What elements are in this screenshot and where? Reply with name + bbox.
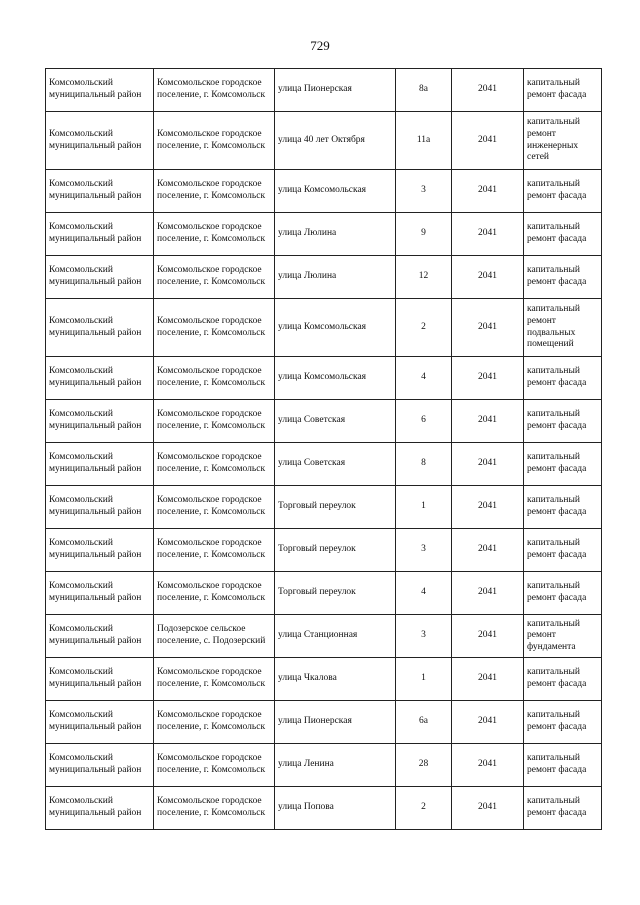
- work-type-cell: капитальный ремонт фасада: [524, 69, 602, 112]
- settlement-cell: Комсомольское городское поселение, г. Комсомольск: [154, 787, 275, 830]
- table-row: [46, 787, 602, 830]
- settlement-cell: Комсомольское городское поселение, г. Комсомольск: [154, 400, 275, 443]
- table-row: [46, 744, 602, 787]
- street-cell: улица Пионерская: [275, 69, 396, 112]
- table-row: [46, 299, 602, 357]
- street-cell: улица 40 лет Октября: [275, 112, 396, 170]
- table-row: [46, 486, 602, 529]
- district-cell: Комсомольский муниципальный район: [46, 486, 154, 529]
- district-cell: Комсомольский муниципальный район: [46, 443, 154, 486]
- district-cell: Комсомольский муниципальный район: [46, 701, 154, 744]
- settlement-cell: Комсомольское городское поселение, г. Комсомольск: [154, 69, 275, 112]
- street-cell: Торговый переулок: [275, 572, 396, 615]
- table-row: [46, 256, 602, 299]
- table-row: [46, 170, 602, 213]
- district-cell: Комсомольский муниципальный район: [46, 400, 154, 443]
- work-type-cell: капитальный ремонт фундамента: [524, 615, 602, 658]
- table-row: [46, 529, 602, 572]
- work-type-cell: капитальный ремонт фасада: [524, 213, 602, 256]
- street-cell: улица Станционная: [275, 615, 396, 658]
- house-number-cell: 3: [396, 529, 452, 572]
- house-number-cell: 1: [396, 658, 452, 701]
- district-cell: Комсомольский муниципальный район: [46, 299, 154, 357]
- street-cell: улица Попова: [275, 787, 396, 830]
- table-row: [46, 658, 602, 701]
- work-type-cell: капитальный ремонт фасада: [524, 170, 602, 213]
- year-cell: 2041: [452, 400, 524, 443]
- settlement-cell: Комсомольское городское поселение, г. Комсомольск: [154, 112, 275, 170]
- house-number-cell: 6а: [396, 701, 452, 744]
- table-row: [46, 357, 602, 400]
- work-type-cell: капитальный ремонт фасада: [524, 443, 602, 486]
- district-cell: Комсомольский муниципальный район: [46, 213, 154, 256]
- work-type-cell: капитальный ремонт фасада: [524, 256, 602, 299]
- table-row: [46, 400, 602, 443]
- settlement-cell: Комсомольское городское поселение, г. Комсомольск: [154, 256, 275, 299]
- street-cell: улица Люлина: [275, 256, 396, 299]
- house-number-cell: 3: [396, 615, 452, 658]
- work-type-cell: капитальный ремонт инженерных сетей: [524, 112, 602, 170]
- year-cell: 2041: [452, 572, 524, 615]
- settlement-cell: Комсомольское городское поселение, г. Комсомольск: [154, 744, 275, 787]
- district-cell: Комсомольский муниципальный район: [46, 529, 154, 572]
- table-row: [46, 572, 602, 615]
- year-cell: 2041: [452, 170, 524, 213]
- district-cell: Комсомольский муниципальный район: [46, 69, 154, 112]
- housing-repair-table: [45, 68, 602, 830]
- settlement-cell: Комсомольское городское поселение, г. Комсомольск: [154, 572, 275, 615]
- street-cell: Торговый переулок: [275, 486, 396, 529]
- house-number-cell: 28: [396, 744, 452, 787]
- year-cell: 2041: [452, 213, 524, 256]
- district-cell: Комсомольский муниципальный район: [46, 572, 154, 615]
- street-cell: улица Советская: [275, 443, 396, 486]
- settlement-cell: Комсомольское городское поселение, г. Комсомольск: [154, 213, 275, 256]
- district-cell: Комсомольский муниципальный район: [46, 357, 154, 400]
- work-type-cell: капитальный ремонт фасада: [524, 357, 602, 400]
- year-cell: 2041: [452, 529, 524, 572]
- year-cell: 2041: [452, 486, 524, 529]
- settlement-cell: Комсомольское городское поселение, г. Комсомольск: [154, 170, 275, 213]
- table-row: [46, 69, 602, 112]
- year-cell: 2041: [452, 299, 524, 357]
- street-cell: улица Чкалова: [275, 658, 396, 701]
- settlement-cell: Комсомольское городское поселение, г. Комсомольск: [154, 443, 275, 486]
- house-number-cell: 1: [396, 486, 452, 529]
- year-cell: 2041: [452, 69, 524, 112]
- settlement-cell: Комсомольское городское поселение, г. Комсомольск: [154, 357, 275, 400]
- work-type-cell: капитальный ремонт фасада: [524, 787, 602, 830]
- year-cell: 2041: [452, 787, 524, 830]
- house-number-cell: 6: [396, 400, 452, 443]
- work-type-cell: капитальный ремонт фасада: [524, 658, 602, 701]
- district-cell: Комсомольский муниципальный район: [46, 112, 154, 170]
- house-number-cell: 8: [396, 443, 452, 486]
- street-cell: Торговый переулок: [275, 529, 396, 572]
- settlement-cell: Комсомольское городское поселение, г. Комсомольск: [154, 701, 275, 744]
- settlement-cell: Комсомольское городское поселение, г. Комсомольск: [154, 658, 275, 701]
- house-number-cell: 12: [396, 256, 452, 299]
- year-cell: 2041: [452, 744, 524, 787]
- street-cell: улица Пионерская: [275, 701, 396, 744]
- house-number-cell: 2: [396, 787, 452, 830]
- table-row: [46, 112, 602, 170]
- work-type-cell: капитальный ремонт фасада: [524, 486, 602, 529]
- street-cell: улица Комсомольская: [275, 299, 396, 357]
- house-number-cell: 3: [396, 170, 452, 213]
- district-cell: Комсомольский муниципальный район: [46, 744, 154, 787]
- table-row: [46, 443, 602, 486]
- work-type-cell: капитальный ремонт подвальных помещений: [524, 299, 602, 357]
- house-number-cell: 4: [396, 572, 452, 615]
- page-number: 729: [310, 38, 330, 53]
- table-row: [46, 615, 602, 658]
- district-cell: Комсомольский муниципальный район: [46, 256, 154, 299]
- settlement-cell: Подозерское сельское поселение, с. Подозерский: [154, 615, 275, 658]
- house-number-cell: 11а: [396, 112, 452, 170]
- street-cell: улица Советская: [275, 400, 396, 443]
- district-cell: Комсомольский муниципальный район: [46, 658, 154, 701]
- year-cell: 2041: [452, 112, 524, 170]
- table-body: [46, 69, 602, 830]
- house-number-cell: 9: [396, 213, 452, 256]
- work-type-cell: капитальный ремонт фасада: [524, 529, 602, 572]
- year-cell: 2041: [452, 256, 524, 299]
- house-number-cell: 2: [396, 299, 452, 357]
- table-row: [46, 213, 602, 256]
- district-cell: Комсомольский муниципальный район: [46, 787, 154, 830]
- house-number-cell: 8а: [396, 69, 452, 112]
- street-cell: улица Ленина: [275, 744, 396, 787]
- street-cell: улица Комсомольская: [275, 170, 396, 213]
- district-cell: Комсомольский муниципальный район: [46, 170, 154, 213]
- street-cell: улица Комсомольская: [275, 357, 396, 400]
- settlement-cell: Комсомольское городское поселение, г. Комсомольск: [154, 486, 275, 529]
- settlement-cell: Комсомольское городское поселение, г. Комсомольск: [154, 529, 275, 572]
- work-type-cell: капитальный ремонт фасада: [524, 400, 602, 443]
- work-type-cell: капитальный ремонт фасада: [524, 572, 602, 615]
- street-cell: улица Люлина: [275, 213, 396, 256]
- year-cell: 2041: [452, 658, 524, 701]
- year-cell: 2041: [452, 357, 524, 400]
- year-cell: 2041: [452, 701, 524, 744]
- year-cell: 2041: [452, 615, 524, 658]
- year-cell: 2041: [452, 443, 524, 486]
- table-row: [46, 701, 602, 744]
- work-type-cell: капитальный ремонт фасада: [524, 701, 602, 744]
- district-cell: Комсомольский муниципальный район: [46, 615, 154, 658]
- work-type-cell: капитальный ремонт фасада: [524, 744, 602, 787]
- settlement-cell: Комсомольское городское поселение, г. Комсомольск: [154, 299, 275, 357]
- house-number-cell: 4: [396, 357, 452, 400]
